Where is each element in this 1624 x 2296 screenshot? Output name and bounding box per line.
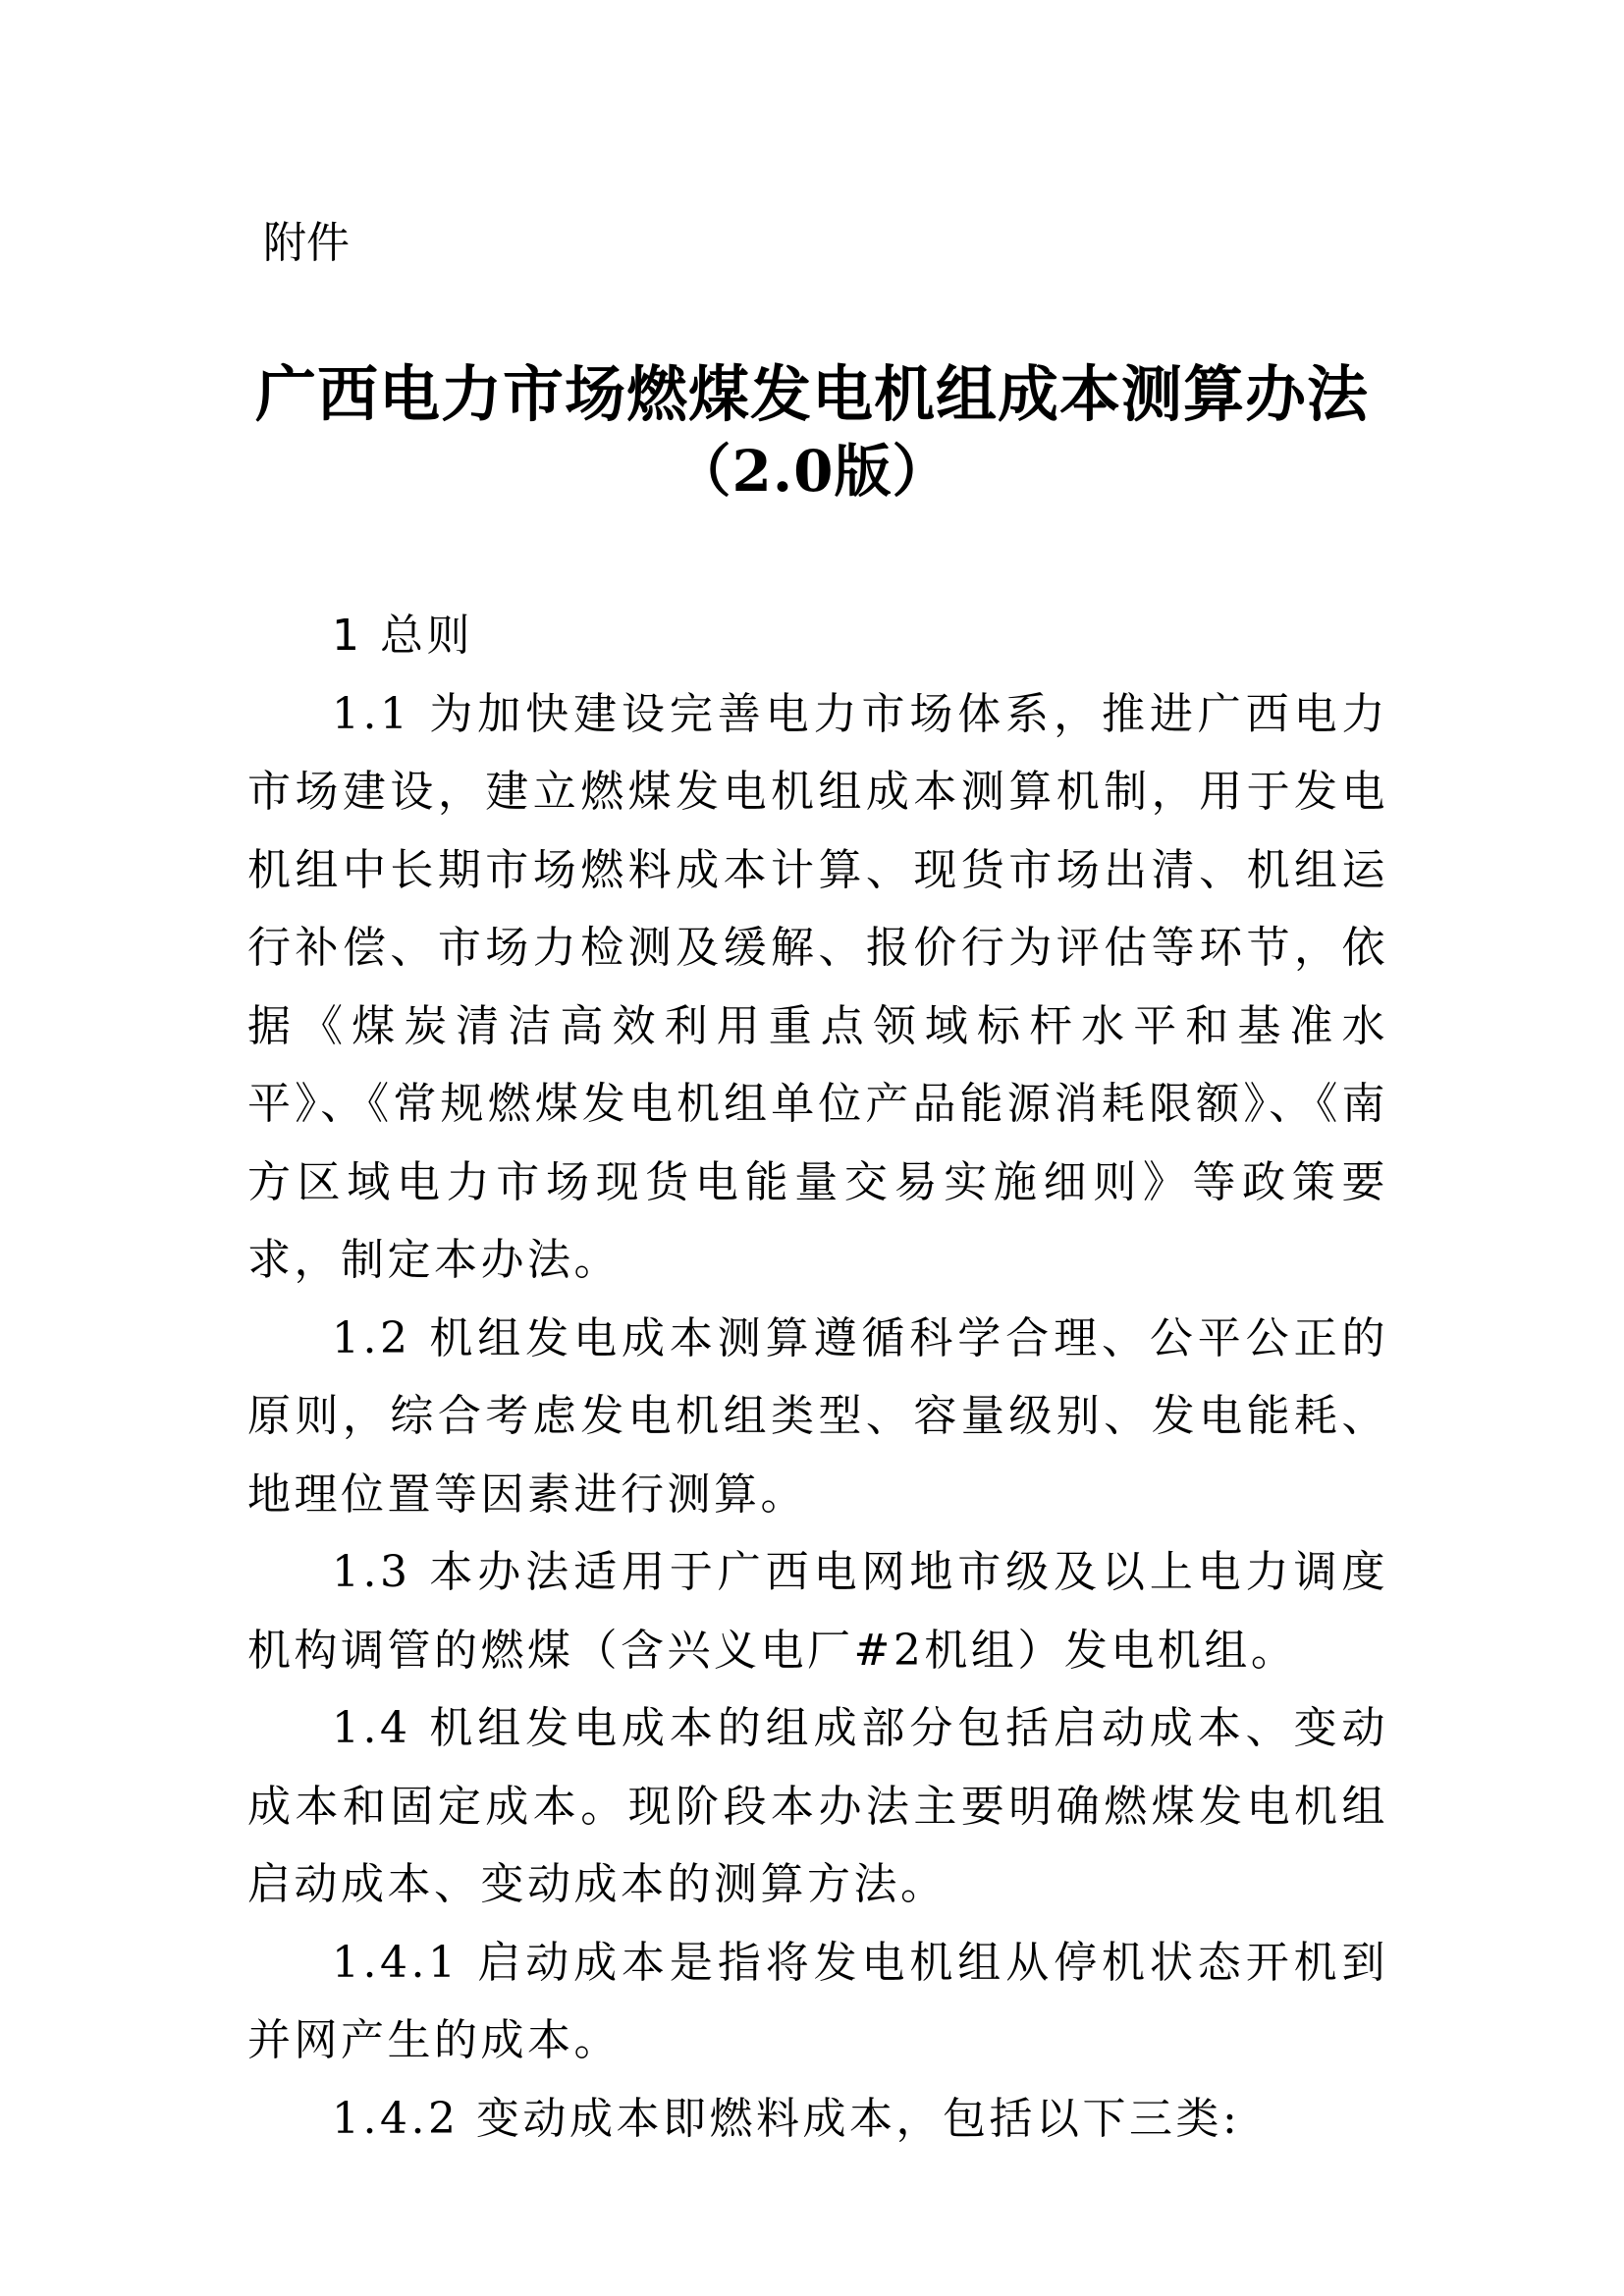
document-title: 广西电力市场燃煤发电机组成本测算办法 (254, 358, 1369, 430)
section-heading: 1 总则 (332, 611, 473, 661)
attachment-label: 附件 (263, 218, 350, 268)
paragraph-1-1: 1.1 为加快建设完善电力市场体系，推进广西电力市场建设，建立燃煤发电机组成本测算机制，用于发电机组中长期市场燃料成本计算、现货市场出清、机组运行补偿、市场力检测及缓解、报价行为评估等环节，依据《煤炭清洁高效利用重点领域标杆水平和基准水平》、《常规燃煤发电机组单位产品能源消耗限额》、《南方区域电力市场现货电能量交易实施细则》等政策要求，制定本办法。 (247, 688, 1388, 1285)
paragraph-1-4: 1.4 机组发电成本的组成部分包括启动成本、变动成本和固定成本。现阶段本办法主要明确燃煤发电机组启动成本、变动成本的测算方法。 (247, 1703, 1388, 1909)
paragraph-1-2: 1.2 机组发电成本测算遵循科学合理、公平公正的原则，综合考虑发电机组类型、容量级别、发电能耗、地理位置等因素进行测算。 (247, 1312, 1388, 1520)
paragraph-1-4-1: 1.4.1 启动成本是指将发电机组从停机状态开机到并网产生的成本。 (247, 1937, 1388, 2065)
paragraph-1-3: 1.3 本办法适用于广西电网地市级及以上电力调度机构调管的燃煤（含兴义电厂#2机组）发电机组。 (247, 1547, 1388, 1676)
document-version: （2.0版） (674, 438, 950, 505)
paragraph-1-4-2: 1.4.2 变动成本即燃料成本，包括以下三类: (332, 2093, 1241, 2144)
document-body (247, 597, 1388, 2158)
